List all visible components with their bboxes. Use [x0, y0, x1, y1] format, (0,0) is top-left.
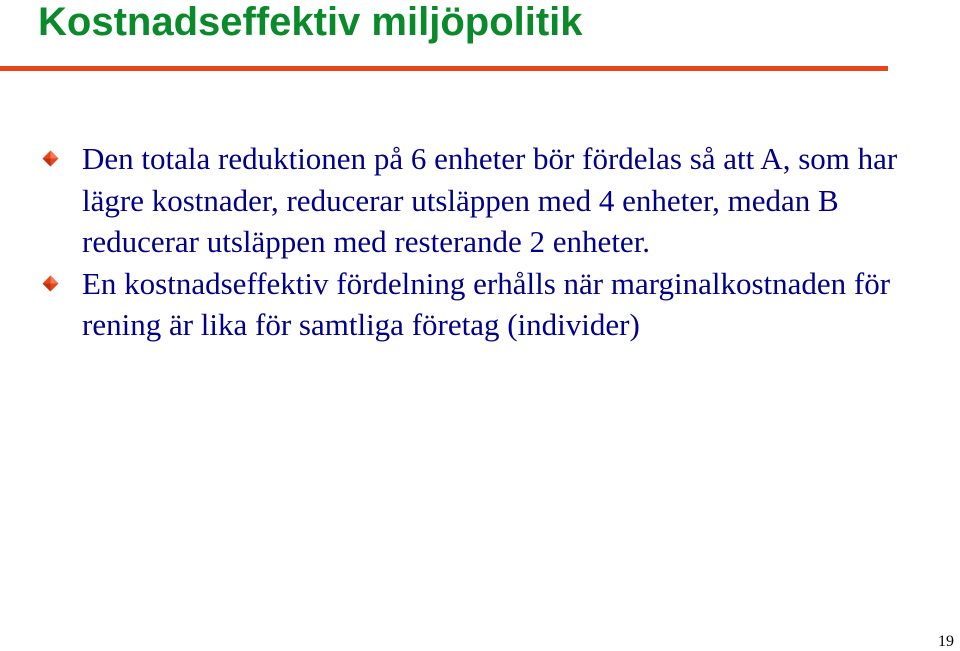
page-number: 19	[938, 633, 954, 650]
bullet-text: En kostnadseffektiv fördelning erhålls när marginalkostnaden för rening är lika för samtliga företag (individer)	[82, 265, 891, 342]
bullet-list	[82, 138, 902, 346]
diamond-bullet-icon	[42, 275, 59, 292]
bullet-text: Den totala reduktionen på 6 enheter bör fördelas så att A, som har lägre kostnader, reducerar utsläppen med 4 enheter, medan B reducerar utsläppen med resterande 2 enheter.	[82, 141, 898, 259]
slide-title: Kostnadseffektiv miljöpolitik	[38, 0, 583, 44]
bullet-item	[82, 263, 902, 346]
title-underline	[0, 66, 888, 71]
diamond-bullet-icon	[42, 150, 59, 167]
bullet-item	[82, 138, 902, 263]
